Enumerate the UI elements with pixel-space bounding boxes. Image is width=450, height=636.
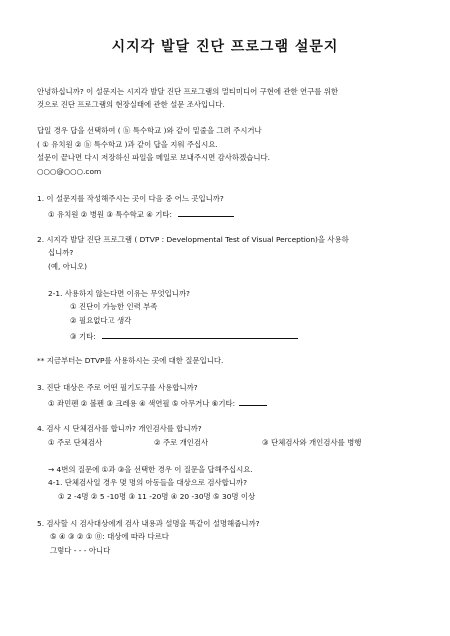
question-5-scale: ⑤ ④ ③ ② ① ⓪: 대상에 따라 다르다	[50, 532, 169, 541]
question-1-option-list: ① 유치원 ② 병원 ③ 특수학교 ④ 기타:	[48, 210, 172, 219]
instruction-line-3: 설문이 끝나면 다시 저장하신 파일을 메일로 보내주시면 감사하겠습니다.	[37, 153, 270, 162]
question-2-1-option-3	[70, 331, 298, 340]
page-title: 시지각 발달 진단 프로그램 설문지	[111, 39, 339, 55]
question-4-option-3: ③ 단체검사와 개인검사를 병행	[262, 438, 362, 447]
question-2-1-other-blank[interactable]	[102, 331, 298, 339]
instruction-line-2: ( ① 유치원 ② ⓑ 특수학교 )과 같이 답을 지워 주십시요.	[37, 140, 218, 149]
section-note: ** 지금부터는 DTVP를 사용하시는 곳에 대한 질문입니다.	[37, 356, 224, 365]
intro-line-2: 것으로 진단 프로그램의 현장실태에 관한 설문 조사입니다.	[37, 100, 225, 109]
question-2: 2. 시지각 발달 진단 프로그램 ( DTVP : Developmental Test of Visual Perception)을 사용하	[37, 235, 349, 244]
question-3-options	[48, 398, 267, 407]
question-4-option-2: ② 주로 개인검사	[154, 438, 209, 447]
question-3: 3. 진단 대상은 주로 어떤 필기도구를 사용합니까?	[37, 383, 198, 392]
question-2-options: (예, 아니오)	[48, 262, 88, 271]
instruction-line-1: 답일 경우 답을 선택하여 ( ⓑ 특수학교 )와 같이 밑줄을 그려 주시거나	[37, 126, 262, 135]
question-2-1-option-1: ① 진단이 가능한 인력 부족	[70, 302, 158, 311]
question-2-1-option-3-label: ③ 기타:	[70, 332, 96, 341]
question-1-options	[48, 209, 234, 218]
contact-email: ○○○@○○○.com	[37, 167, 102, 176]
question-5-scale-labels: 그렇다 - - - 아니다	[50, 546, 111, 555]
question-2-1: 2-1. 사용하지 않는다면 이유는 무엇입니까?	[48, 289, 190, 298]
question-3-other-blank[interactable]	[239, 398, 267, 406]
question-5: 5. 검사할 시 검사대상에게 검사 내용과 설명을 똑같이 설명해줍니까?	[37, 519, 260, 528]
question-2-cont: 십니까?	[48, 248, 74, 257]
question-2-1-option-2: ② 필요없다고 생각	[70, 316, 132, 325]
question-4-option-1: ① 주로 단체검사	[48, 438, 103, 447]
question-4-1: 4-1. 단체검사일 경우 몇 명의 아동들을 대상으로 검사합니까?	[48, 478, 247, 487]
question-1-other-blank[interactable]	[178, 209, 234, 217]
question-3-option-list: ① 좌민펜 ② 볼펜 ③ 크레용 ④ 색연필 ⑤ 아무거나 ⑥기타:	[48, 399, 236, 408]
question-4: 4. 검사 시 단체검사를 합니까? 개인검사를 합니까?	[37, 424, 202, 433]
question-4-followup-note: → 4번의 질문에 ①과 ③을 선택한 경우 이 질문을 답해주십시요.	[48, 465, 253, 474]
question-1: 1. 이 설문지를 작성해주시는 곳이 다음 중 어느 곳입니까?	[37, 194, 224, 203]
question-4-1-options: ① 2 -4명 ② 5 -10명 ③ 11 -20명 ④ 20 -30명 ⑤ 30명 이상	[58, 492, 256, 501]
intro-line-1: 안녕하십니까? 이 설문지는 시지각 발달 진단 프로그램의 멀티미디어 구현에 관한 연구를 위한	[37, 87, 339, 96]
